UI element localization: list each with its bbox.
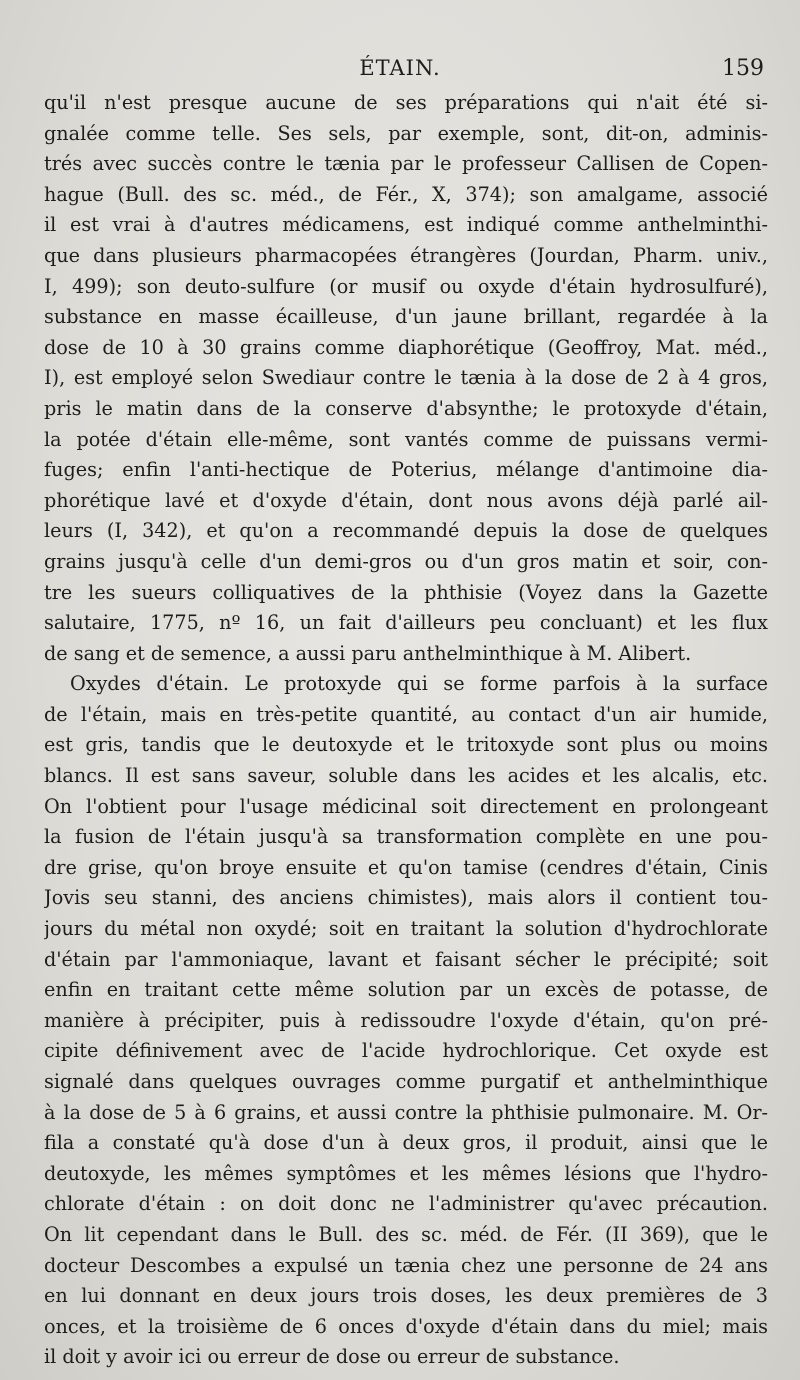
text-line: est gris, tandis que le deutoxyde et le tritoxyde sont plus ou moins xyxy=(44,733,768,757)
text-line: blancs. Il est sans saveur, soluble dans les acides et les alcalis, etc. xyxy=(44,764,768,788)
text-line: gnalée comme telle. Ses sels, par exemple, sont, dit-on, adminis- xyxy=(44,121,768,145)
text-line: enfin en traitant cette même solution par un excès de potasse, de xyxy=(44,978,768,1002)
text-line: docteur Descombes a expulsé un tænia chez une personne de 24 ans xyxy=(44,1253,768,1277)
text-line: trés avec succès contre le tænia par le professeur Callisen de Copen- xyxy=(44,152,768,176)
text-line: manière à précipiter, puis à redissoudre l'oxyde d'étain, qu'on pré- xyxy=(44,1008,768,1032)
text-line: grains jusqu'à celle d'un demi-gros ou d'un gros matin et soir, con- xyxy=(44,549,768,573)
text-line: de l'étain, mais en très-petite quantité, au contact d'un air humide, xyxy=(44,702,768,726)
text-line: en lui donnant en deux jours trois doses, les deux premières de 3 xyxy=(44,1284,768,1308)
body-text xyxy=(44,88,768,1373)
text-line: leurs (I, 342), et qu'on a recommandé depuis la dose de quelques xyxy=(44,519,768,543)
text-line: substance en masse écailleuse, d'un jaune brillant, regardée à la xyxy=(44,305,768,329)
page-header xyxy=(0,52,800,88)
text-line: hague (Bull. des sc. méd., de Fér., X, 374); son amalgame, associé xyxy=(44,182,768,206)
paragraph-start-line: Oxydes d'étain. Le protoxyde qui se forme parfois à la surface xyxy=(70,672,768,696)
text-line: de sang et de semence, a aussi paru anthelminthique à M. Alibert. xyxy=(44,641,692,665)
text-line: dre grise, qu'on broye ensuite et qu'on tamise (cendres d'étain, Cinis xyxy=(44,855,768,879)
text-line: d'étain par l'ammoniaque, lavant et faisant sécher le précipité; soit xyxy=(44,947,768,971)
text-line: fila a constaté qu'à dose d'un à deux gros, il produit, ainsi que le xyxy=(44,1131,768,1155)
text-line: il est vrai à d'autres médicamens, est indiqué comme anthelminthi- xyxy=(44,213,768,237)
text-line: I, 499); son deuto-sulfure (or musif ou oxyde d'étain hydrosulfuré), xyxy=(44,274,768,298)
text-line: chlorate d'étain : on doit donc ne l'administrer qu'avec précaution. xyxy=(44,1192,768,1216)
text-line: deutoxyde, les mêmes symptômes et les mêmes lésions que l'hydro- xyxy=(44,1161,768,1185)
text-line: pris le matin dans de la conserve d'absynthe; le protoxyde d'étain, xyxy=(44,396,768,420)
text-line: salutaire, 1775, nº 16, un fait d'ailleurs peu concluant) et les flux xyxy=(44,611,768,635)
text-line: la fusion de l'étain jusqu'à sa transformation complète en une pou- xyxy=(44,825,768,849)
text-line: fuges; enfin l'anti-hectique de Poterius, mélange d'antimoine dia- xyxy=(44,458,768,482)
text-line: dose de 10 à 30 grains comme diaphorétique (Geoffroy, Mat. méd., xyxy=(44,335,768,359)
text-line: phorétique lavé et d'oxyde d'étain, dont nous avons déjà parlé ail- xyxy=(44,488,768,512)
text-line: jours du métal non oxydé; soit en traitant la solution d'hydrochlorate xyxy=(44,917,768,941)
page-number: 159 xyxy=(722,56,764,81)
text-line: Jovis seu stanni, des anciens chimistes), mais alors il contient tou- xyxy=(44,886,768,910)
text-line: On lit cependant dans le Bull. des sc. méd. de Fér. (II 369), que le xyxy=(44,1222,768,1246)
text-line: cipite définivement avec de l'acide hydrochlorique. Cet oxyde est xyxy=(44,1039,768,1063)
running-head: ÉTAIN. xyxy=(359,56,441,80)
text-line: signalé dans quelques ouvrages comme purgatif et anthelminthique xyxy=(44,1070,768,1093)
text-line: la potée d'étain elle-même, sont vantés comme de puissans vermi- xyxy=(44,427,768,451)
text-line: I), est employé selon Swediaur contre le tænia à la dose de 2 à 4 gros, xyxy=(44,366,768,390)
text-line: il doit y avoir ici ou erreur de dose ou erreur de substance. xyxy=(44,1345,620,1369)
text-line: qu'il n'est presque aucune de ses préparations qui n'ait été si- xyxy=(44,91,768,114)
text-line: tre les sueurs colliquatives de la phthisie (Voyez dans la Gazette xyxy=(44,580,768,604)
text-line: à la dose de 5 à 6 grains, et aussi contre la phthisie pulmonaire. M. Or- xyxy=(44,1100,768,1124)
text-line: onces, et la troisième de 6 onces d'oxyde d'étain dans du miel; mais xyxy=(44,1314,768,1338)
text-line: On l'obtient pour l'usage médicinal soit directement en prolongeant xyxy=(44,794,768,818)
text-line: que dans plusieurs pharmacopées étrangères (Jourdan, Pharm. univ., xyxy=(44,243,768,267)
